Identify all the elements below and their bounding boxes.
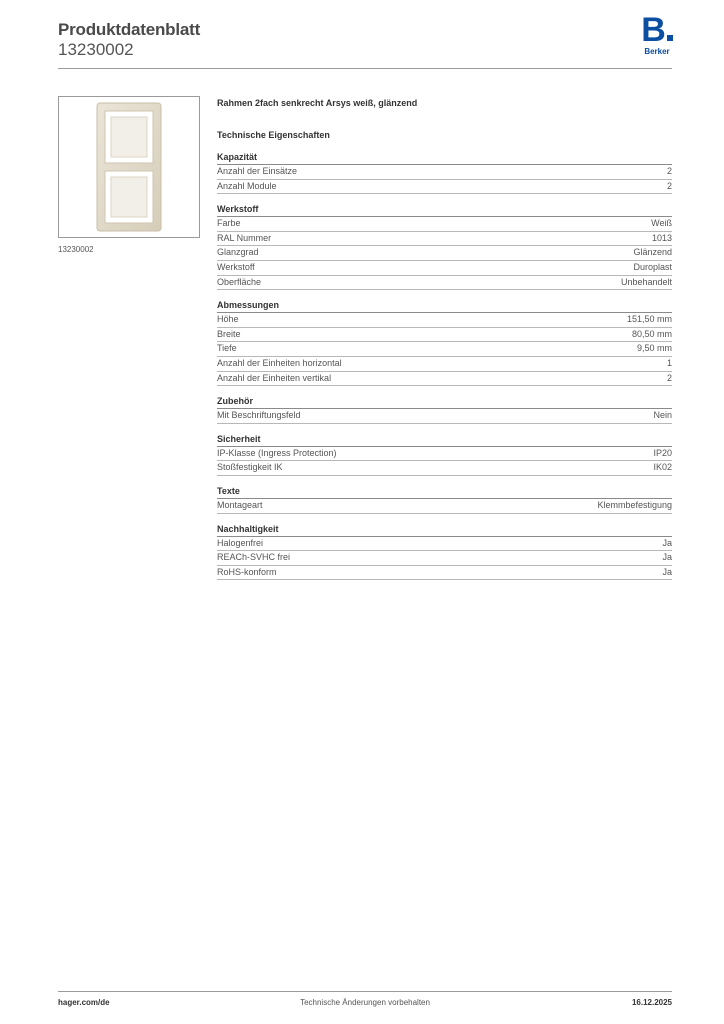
property-label: Halogenfrei bbox=[217, 537, 264, 548]
property-label: RoHS-konform bbox=[217, 566, 277, 577]
section-title: Werkstoff bbox=[217, 203, 672, 217]
property-label: Stoßfestigkeit IK bbox=[217, 462, 283, 473]
property-row bbox=[217, 261, 672, 276]
property-value: 2 bbox=[666, 166, 672, 176]
property-value: Klemmbefestigung bbox=[597, 499, 672, 510]
property-value: 2 bbox=[666, 372, 672, 383]
property-row bbox=[217, 372, 672, 387]
property-value: Unbehandelt bbox=[620, 276, 672, 287]
property-label: Glanzgrad bbox=[217, 247, 259, 258]
page-header bbox=[58, 20, 200, 60]
property-value: 2 bbox=[666, 180, 672, 191]
property-value: Nein bbox=[653, 410, 672, 421]
property-row bbox=[217, 180, 672, 195]
property-row bbox=[217, 447, 672, 462]
property-label: Farbe bbox=[217, 218, 241, 229]
property-value: Glänzend bbox=[633, 247, 672, 258]
datasheet-content bbox=[217, 96, 672, 580]
property-label: Montageart bbox=[217, 499, 263, 510]
footer-date: 16.12.2025 bbox=[631, 998, 672, 1007]
section bbox=[217, 523, 672, 581]
footer-divider bbox=[58, 991, 672, 992]
property-value: IK02 bbox=[653, 462, 672, 473]
property-row bbox=[217, 566, 672, 581]
section bbox=[217, 299, 672, 386]
section-title: Zubehör bbox=[217, 395, 672, 409]
double-frame-icon bbox=[59, 97, 199, 237]
property-label: RAL Nummer bbox=[217, 232, 272, 243]
header-divider bbox=[58, 68, 672, 69]
logo-text: Berker bbox=[644, 47, 670, 56]
section-title: Texte bbox=[217, 485, 672, 499]
section bbox=[217, 433, 672, 476]
berker-logo bbox=[640, 11, 674, 56]
logo-letter: B bbox=[640, 15, 674, 45]
section bbox=[217, 485, 672, 514]
property-sections bbox=[217, 151, 672, 580]
property-label: Breite bbox=[217, 328, 241, 339]
section-title: Kapazität bbox=[217, 151, 672, 165]
property-label: Mit Beschriftungsfeld bbox=[217, 410, 301, 421]
property-value: Ja bbox=[662, 537, 672, 548]
property-row bbox=[217, 313, 672, 328]
property-label: Tiefe bbox=[217, 343, 237, 354]
technical-heading: Technische Eigenschaften bbox=[217, 130, 330, 140]
property-value: Duroplast bbox=[633, 261, 672, 272]
property-label: Anzahl Module bbox=[217, 180, 277, 191]
property-row bbox=[217, 328, 672, 343]
property-row bbox=[217, 357, 672, 372]
property-value: Ja bbox=[662, 566, 672, 577]
article-number: 13230002 bbox=[58, 40, 134, 59]
product-name: Rahmen 2fach senkrecht Arsys weiß, glänzend bbox=[217, 98, 418, 108]
property-value: 151,50 mm bbox=[626, 314, 672, 325]
property-row bbox=[217, 551, 672, 566]
property-row bbox=[217, 461, 672, 476]
property-value: IP20 bbox=[653, 447, 672, 458]
property-row bbox=[217, 537, 672, 552]
property-row bbox=[217, 232, 672, 247]
property-value: Ja bbox=[662, 552, 672, 563]
footer-notice: Technische Änderungen vorbehalten bbox=[300, 998, 430, 1007]
section bbox=[217, 395, 672, 424]
section-title: Sicherheit bbox=[217, 433, 672, 447]
property-value: 80,50 mm bbox=[631, 328, 672, 339]
property-label: Oberfläche bbox=[217, 276, 262, 287]
page-title: Produktdatenblatt bbox=[58, 20, 201, 39]
footer-website-link[interactable]: hager.com/de bbox=[58, 998, 110, 1007]
section bbox=[217, 203, 672, 290]
property-label: Anzahl der Einsätze bbox=[217, 166, 298, 176]
property-value: 1013 bbox=[651, 232, 672, 243]
property-value: 9,50 mm bbox=[636, 343, 672, 354]
property-row bbox=[217, 217, 672, 232]
property-value: 1 bbox=[666, 357, 672, 368]
property-label: Anzahl der Einheiten horizontal bbox=[217, 357, 342, 368]
section-title: Abmessungen bbox=[217, 299, 672, 313]
property-label: Anzahl der Einheiten vertikal bbox=[217, 372, 332, 383]
image-caption: 13230002 bbox=[58, 245, 94, 254]
property-row bbox=[217, 246, 672, 261]
product-image bbox=[58, 96, 200, 238]
property-value: Weiß bbox=[651, 218, 672, 229]
property-row bbox=[217, 409, 672, 424]
property-row bbox=[217, 342, 672, 357]
property-label: Werkstoff bbox=[217, 261, 255, 272]
property-label: REACh-SVHC frei bbox=[217, 552, 291, 563]
section-title: Nachhaltigkeit bbox=[217, 523, 672, 537]
property-row bbox=[217, 165, 672, 180]
property-label: Höhe bbox=[217, 314, 239, 325]
property-label: IP-Klasse (Ingress Protection) bbox=[217, 447, 337, 458]
section bbox=[217, 151, 672, 194]
property-row bbox=[217, 499, 672, 514]
property-row bbox=[217, 276, 672, 291]
